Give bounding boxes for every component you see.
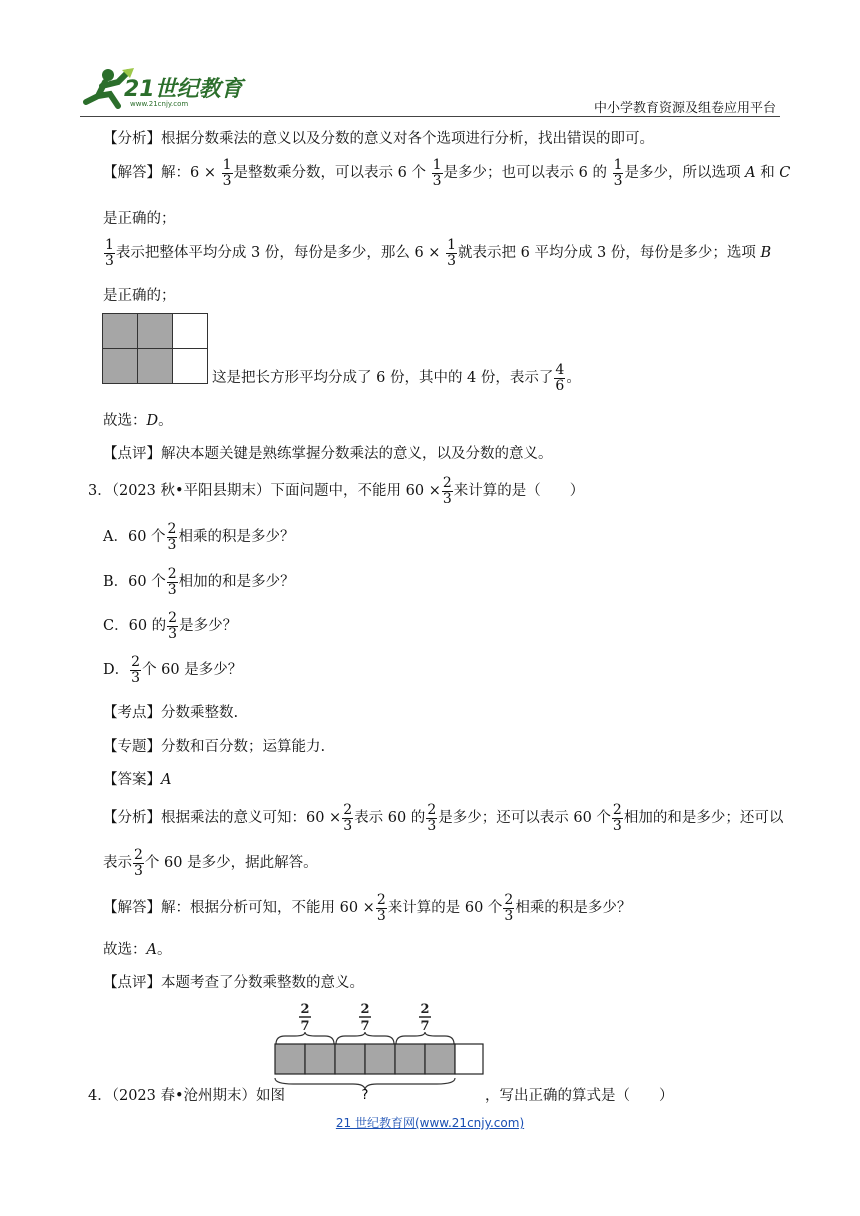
bar-cell-3 (335, 1044, 365, 1074)
fraction-label-2-den: 7 (360, 1019, 370, 1034)
fraction: $\frac{2}{3}$ (167, 566, 177, 598)
fraction: $\frac{1}{3}$ (105, 237, 114, 269)
header-rule (80, 116, 780, 117)
q3-option-a[interactable]: A．60 个 $\frac{2}{3}$ 相乘的积是多少？ (103, 521, 295, 553)
q3-option-d[interactable]: D． $\frac{2}{3}$ 个 60 是多少？ (103, 654, 243, 686)
logo (78, 66, 258, 112)
q3-zhuanti: 【专题】分数和百分数；运算能力. (103, 739, 326, 755)
fraction: $\frac{4}{6}$ (555, 362, 565, 394)
question-mark: ? (361, 1088, 369, 1100)
q3-stem: 3．（2023 秋•平阳县期末）下面问题中，不能用 60 × $\frac{2}{3}$ 来计算的是（ ） (88, 475, 585, 507)
fraction-label-3-den: 7 (420, 1019, 430, 1034)
fraction-label-1-num: 2 (300, 1002, 310, 1017)
rectangle-caption: 这是把长方形平均分成了 6 份，其中的 4 份，表示了 $\frac{4}{6}$ 。 (212, 362, 581, 394)
fraction: $\frac{2}{3}$ (376, 892, 386, 924)
q4-stem-a: 4．（2023 春•沧州期末）如图 (88, 1088, 286, 1104)
q3-analysis: 【分析】根据乘法的意义可知：60 × $\frac{2}{3}$ 表示 60 的 $\frac{2}{3}$ 是多少；还可以表示 60 个 $\frac{2}{3}$ 相加的和是多少；还可以 (103, 802, 784, 834)
q3-answer: 【答案】A (103, 772, 172, 788)
fraction: $\frac{2}{3}$ (427, 802, 437, 834)
bar-cell-6 (425, 1044, 455, 1074)
q2-analysis: 【分析】根据分数乘法的意义以及分数的意义对各个选项进行分析，找出错误的即可。 (103, 131, 654, 147)
bar-cell-7 (455, 1044, 483, 1074)
q3-kaodian: 【考点】分数乘整数. (103, 705, 239, 721)
q3-option-b[interactable]: B．60 个 $\frac{2}{3}$ 相加的和是多少？ (103, 566, 295, 598)
q3-comment: 【点评】本题考查了分数乘整数的意义。 (103, 975, 364, 991)
fraction: $\frac{2}{3}$ (442, 475, 452, 507)
q2-answer-line: 【解答】解：6 × $\frac{1}{3}$ 是整数乘分数，可以表示 6 个 $\frac{1}{3}$ 是多少；也可以表示 6 的 $\frac{1}{3}$ 是多少，所以选项 A 和 C (103, 157, 791, 189)
bar-cell-5 (395, 1044, 425, 1074)
fraction: $\frac{1}{3}$ (613, 157, 623, 189)
q4-figure (273, 1000, 485, 1100)
fraction: $\frac{2}{3}$ (504, 892, 514, 924)
q3-choice: 故选：A。 (103, 942, 172, 958)
fraction: $\frac{2}{3}$ (167, 521, 177, 553)
fraction: $\frac{1}{3}$ (222, 157, 232, 189)
fraction: $\frac{2}{3}$ (131, 654, 141, 686)
fraction-label-1-den: 7 (300, 1019, 310, 1034)
q4-stem-b: ，写出正确的算式是（ ） (485, 1088, 674, 1104)
footer-link[interactable]: 21 世纪教育网(www.21cnjy.com) (335, 1116, 525, 1130)
fraction: $\frac{2}{3}$ (134, 847, 143, 879)
q3-solution: 【解答】解：根据分析可知，不能用 60 × $\frac{2}{3}$ 来计算的是 60 个 $\frac{2}{3}$ 相乘的积是多少？ (103, 892, 632, 924)
fraction-label-3-num: 2 (420, 1002, 430, 1017)
fraction: $\frac{1}{3}$ (447, 237, 456, 269)
bar-cell-4 (365, 1044, 395, 1074)
rectangle-grid (102, 313, 208, 384)
logo-url: www.21cnjy.com (130, 100, 189, 108)
fraction-label-2-num: 2 (360, 1002, 370, 1017)
bar-cell-1 (275, 1044, 305, 1074)
q3-analysis-2: 表示 $\frac{2}{3}$ 个 60 是多少，据此解答。 (103, 847, 318, 879)
fraction: $\frac{2}{3}$ (168, 610, 178, 642)
q2-comment: 【点评】解决本题关键是熟练掌握分数乘法的意义，以及分数的意义。 (103, 446, 553, 462)
q2-correct-2: 是正确的； (103, 288, 176, 304)
fraction: $\frac{2}{3}$ (612, 802, 622, 834)
fraction: $\frac{1}{3}$ (432, 157, 442, 189)
logo-title: 21世纪教育 (124, 77, 243, 102)
q3-option-c[interactable]: C．60 的 $\frac{2}{3}$ 是多少？ (103, 610, 238, 642)
fraction: $\frac{2}{3}$ (343, 802, 353, 834)
platform-title: 中小学教育资源及组卷应用平台 (593, 101, 776, 116)
q2-line3: $\frac{1}{3}$ 表示把整体平均分成 3 份，每份是多少，那么 6 × $\frac{1}{3}$ 就表示把 6 平均分成 3 份，每份是多少；选项 B (105, 237, 772, 269)
bar-model-diagram (273, 1000, 485, 1100)
bar-cell-2 (305, 1044, 335, 1074)
q2-correct-1: 是正确的； (103, 211, 176, 227)
q2-choice: 故选：D。 (103, 413, 173, 429)
